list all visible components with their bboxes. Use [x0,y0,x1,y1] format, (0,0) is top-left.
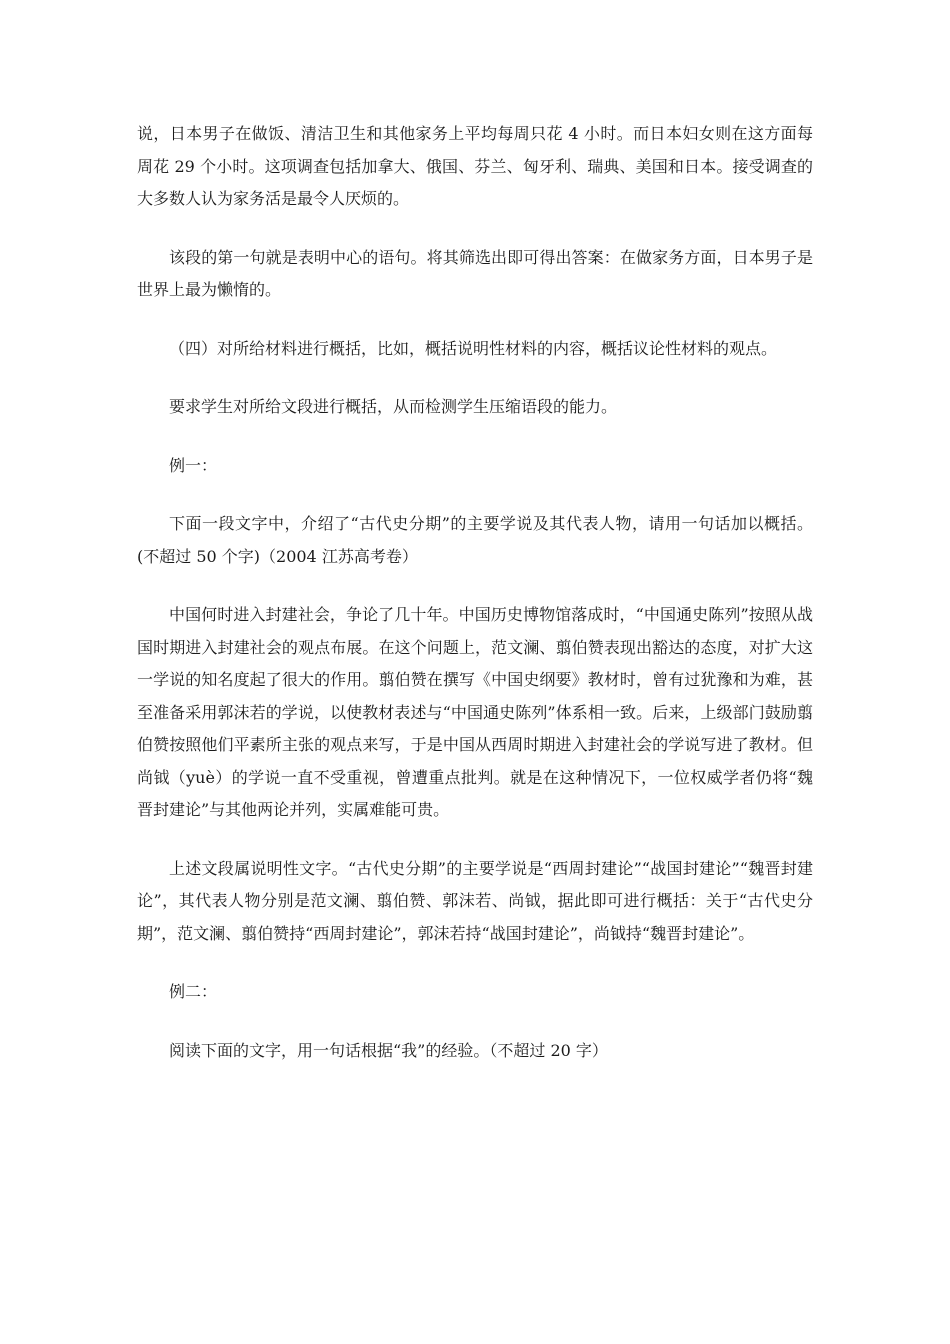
example-one-analysis: 上述文段属说明性文字。“古代史分期”的主要学说是“西周封建论”“战国封建论”“魏晋封建论”，其代表人物分别是范文澜、翦伯赞、郭沫若、尚钺，据此即可进行概括：关于“古代史分期”，范文澜、翦伯赞持“西周封建论”，郭沫若持“战国封建论”，尚钺持“魏晋封建论”。 [137,858,813,943]
paragraph-gap [137,950,813,976]
paragraph-gap [137,307,813,333]
paragraph-household-survey: 说，日本男子在做饭、清洁卫生和其他家务上平均每周只花 4 小时。而日本妇女则在这方面每周花 29 个小时。这项调查包括加拿大、俄国、芬兰、匈牙利、瑞典、美国和日本。接受调查的大多数人认为家务活是最令人厌烦的。 [137,124,813,208]
example-two-heading: 例二： [169,982,218,1001]
paragraph-gap [137,424,813,450]
example-one-heading: 例一： [169,455,218,475]
example-one-passage: 中国何时进入封建社会，争论了几十年。中国历史博物馆落成时，“中国通史陈列”按照从战国时期进入封建社会的观点布展。在这个问题上，范文澜、翦伯赞表现出豁达的态度，对扩大这一学说的知名度起了很大的作用。翦伯赞在撰写《中国史纲要》教材时，曾有过犹豫和为难，甚至准备采用郭沫若的学说，以使教材表述与“中国通史陈列”体系相一致。后来，上级部门鼓励翦伯赞按照他们平素所主张的观点来写，于是中国从西周时期进入封建社会的学说写进了教材。但尚钺（yuè）的学说一直不受重视，曾遭重点批判。就是在这种情况下，一位权威学者仍将“魏晋封建论”与其他两论并列，实属难能可贵。 [137,605,813,819]
paragraph-gap [137,365,813,391]
paragraph-gap [137,482,813,508]
paragraph-gap [137,573,813,599]
paragraph-answer-analysis: 该段的第一句就是表明中心的语句。将其筛选出即可得出答案：在做家务方面，日本男子是世界上最为懒惰的。 [137,247,813,299]
paragraph-gap [137,1009,813,1035]
paragraph-gap [137,827,813,853]
document-page [137,118,813,1067]
example-one-question: 下面一段文字中，介绍了“古代史分期”的主要学说及其代表人物，请用一句话加以概括。(不超过 50 个字)（2004 江苏高考卷） [137,514,813,566]
example-two-question: 阅读下面的文字，用一句话根据“我”的经验。（不超过 20 字） [169,1040,608,1060]
paragraph-requirement: 要求学生对所给文段进行概括，从而检测学生压缩语段的能力。 [169,397,618,416]
paragraph-section-four: （四）对所给材料进行概括，比如，概括说明性材料的内容，概括议论性材料的观点。 [169,338,778,358]
paragraph-gap [137,216,813,242]
